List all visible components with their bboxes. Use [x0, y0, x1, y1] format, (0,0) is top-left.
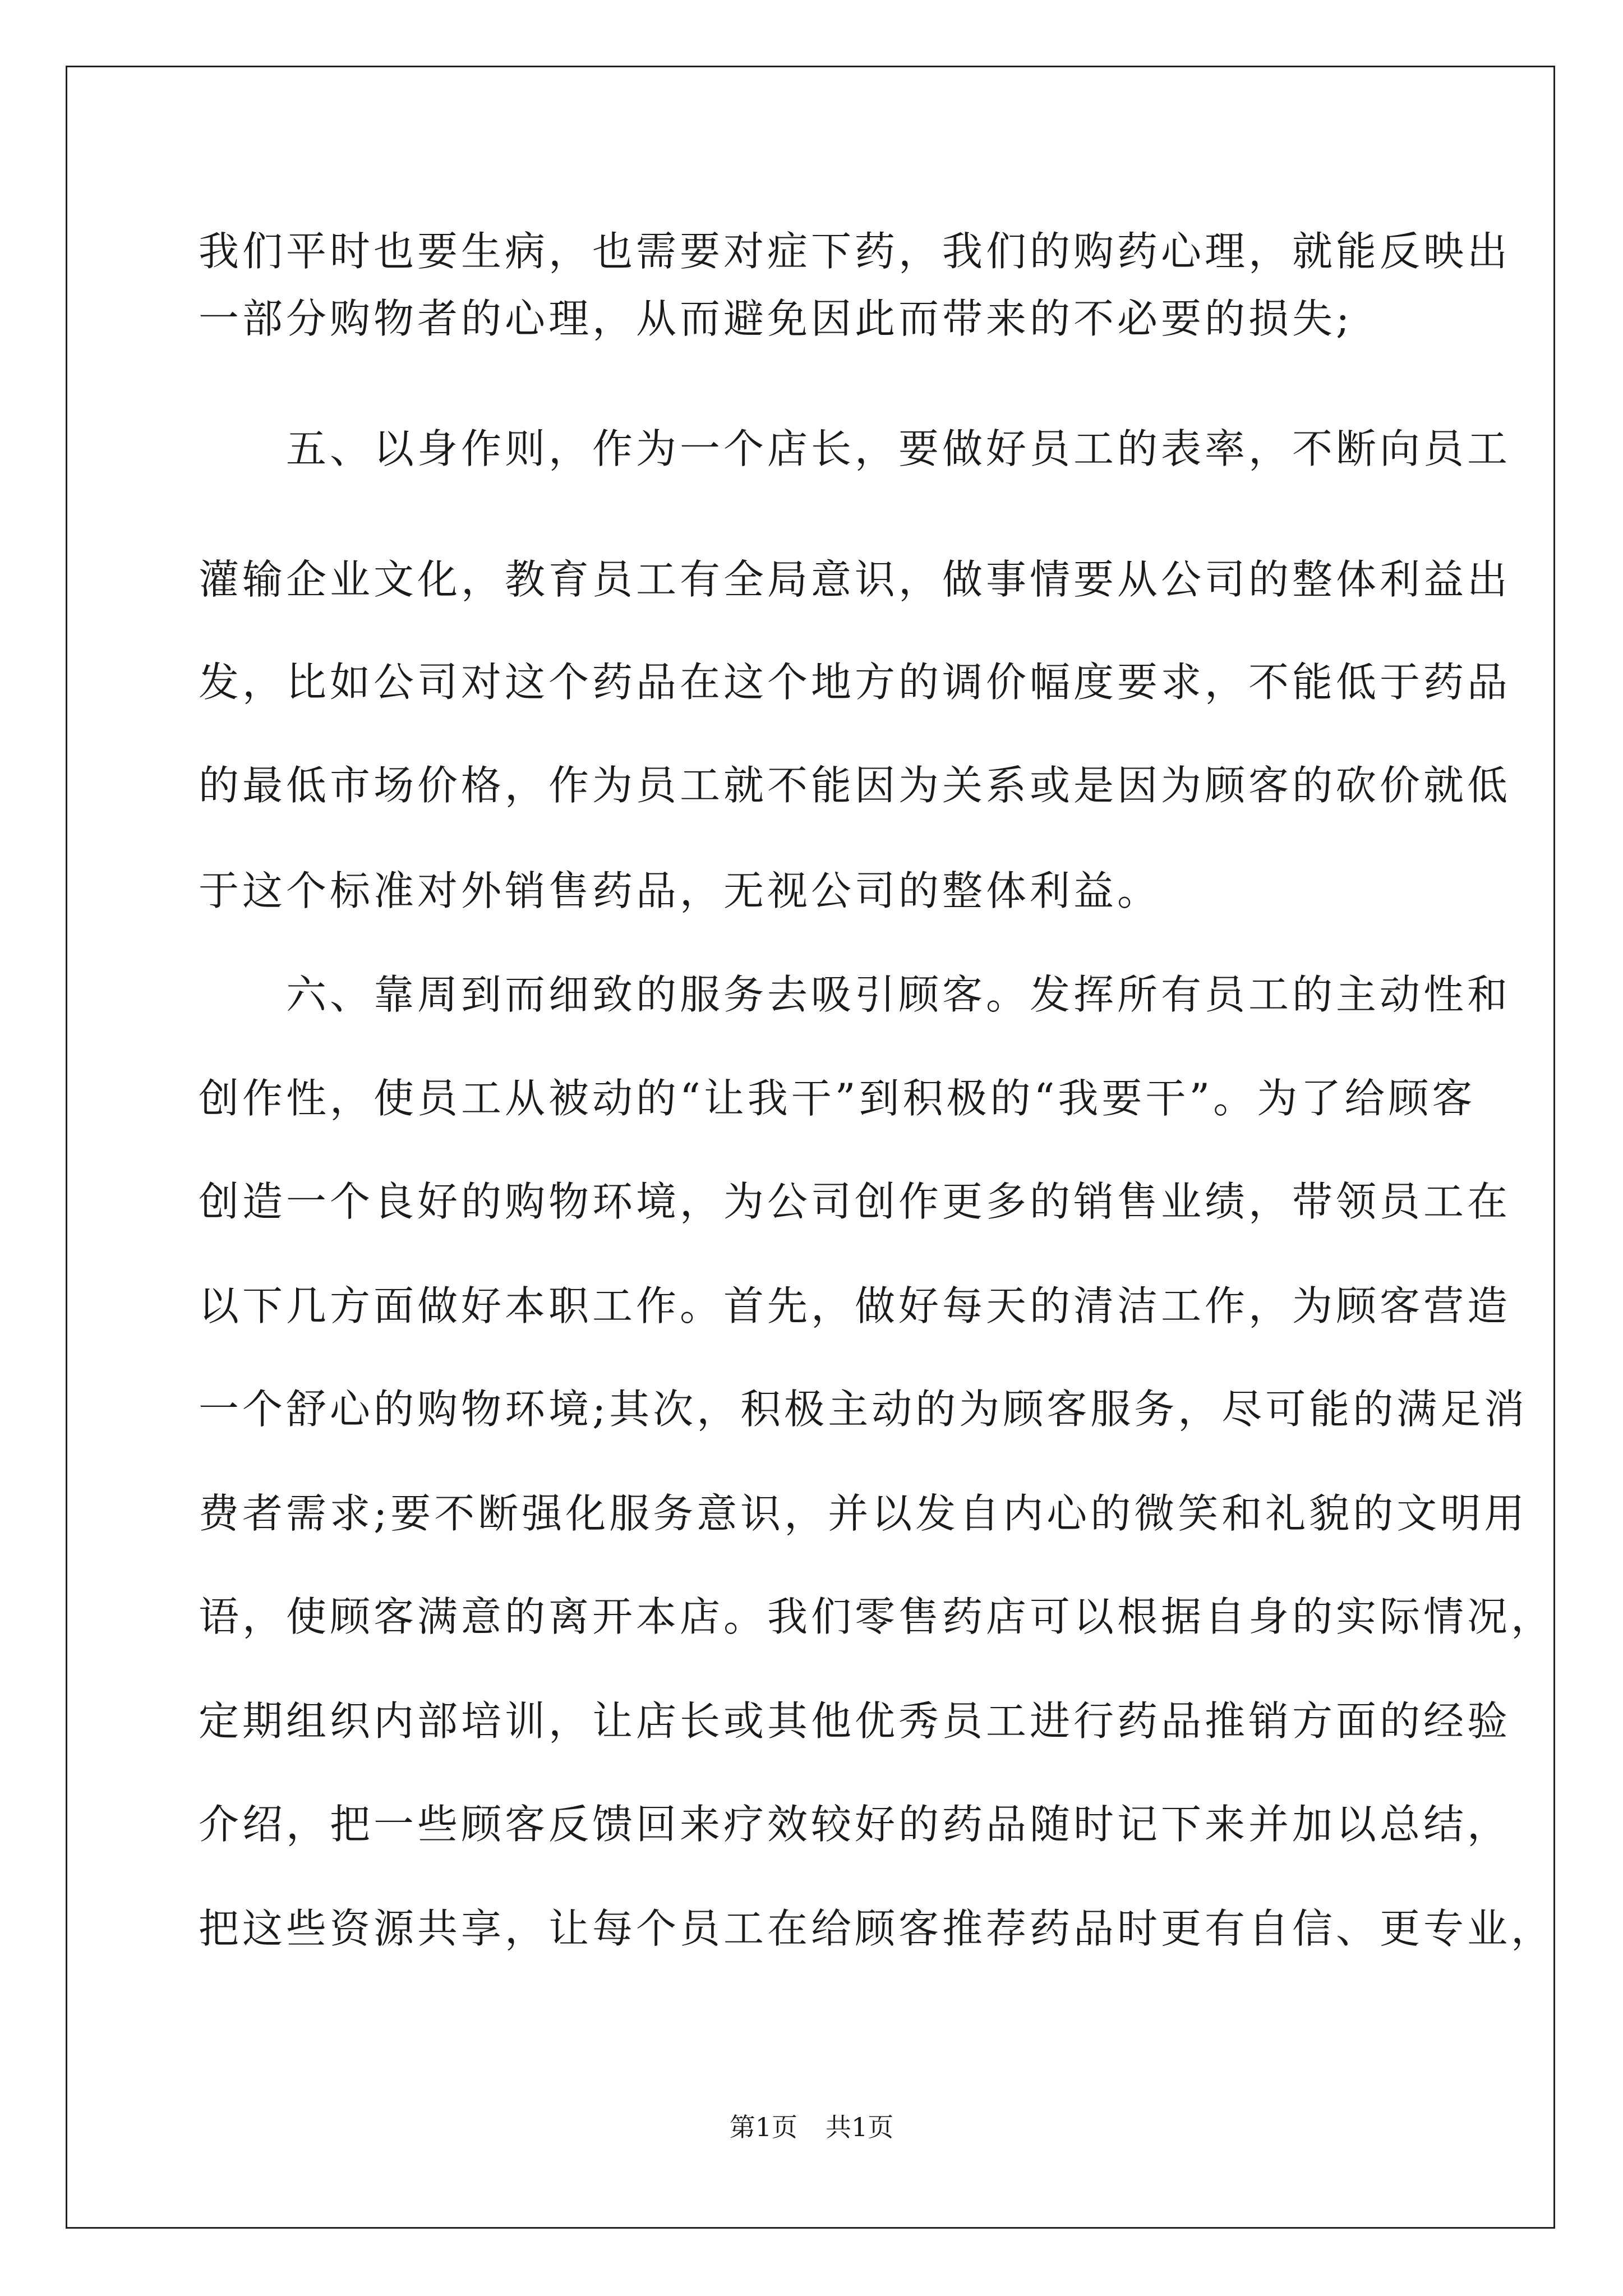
text-line: 一部分购物者的心理，从而避免因此而带来的不必要的损失; [199, 295, 1353, 342]
text-line: 把这些资源共享，让每个员工在给顾客推荐药品时更有自信、更专业， [199, 1905, 1555, 1952]
text-line: 介绍，把一些顾客反馈回来疗效较好的药品随时记下来并加以总结， [199, 1801, 1511, 1848]
text-line: 灌输企业文化，教育员工有全局意识，做事情要从公司的整体利益出 [199, 556, 1511, 603]
text-line: 五、以身作则，作为一个店长，要做好员工的表率，不断向员工 [199, 425, 1511, 472]
page-footer [0, 2110, 1623, 2144]
page-number: 第1页 [729, 2112, 797, 2142]
text-line: 以下几方面做好本职工作。首先，做好每天的清洁工作，为顾客营造 [199, 1282, 1511, 1329]
text-line: 语，使顾客满意的离开本店。我们零售药店可以根据自身的实际情况， [199, 1593, 1555, 1640]
text-line: 费者需求;要不断强化服务意识，并以发自内心的微笑和礼貌的文明用 [199, 1490, 1528, 1537]
text-line: 一个舒心的购物环境;其次，积极主动的为顾客服务，尽可能的满足消 [199, 1386, 1528, 1433]
text-line: 发，比如公司对这个药品在这个地方的调价幅度要求，不能低于药品 [199, 659, 1511, 706]
text-line: 创作性，使员工从被动的“让我干”到积极的“我要干”。为了给顾客 [199, 1075, 1476, 1122]
text-line: 我们平时也要生病，也需要对症下药，我们的购药心理，就能反映出 [199, 228, 1511, 275]
text-line: 六、靠周到而细致的服务去吸引顾客。发挥所有员工的主动性和 [199, 971, 1511, 1018]
text-line: 于这个标准对外销售药品，无视公司的整体利益。 [199, 867, 1161, 914]
text-line: 创造一个良好的购物环境，为公司创作更多的销售业绩，带领员工在 [199, 1178, 1511, 1225]
page-total: 共1页 [826, 2112, 894, 2142]
text-line: 的最低市场价格，作为员工就不能因为关系或是因为顾客的砍价就低 [199, 762, 1511, 809]
text-line: 定期组织内部培训，让店长或其他优秀员工进行药品推销方面的经验 [199, 1697, 1511, 1745]
